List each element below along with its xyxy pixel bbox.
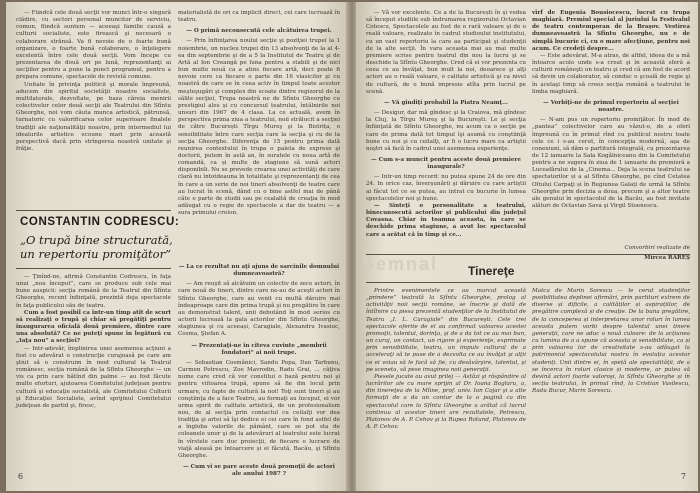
question: — Prezentaţi-ne în cîteva cuvinte „membrii fondatori” ai noii trupe. bbox=[191, 342, 327, 356]
left-col1-bottom bbox=[16, 274, 171, 466]
paragraph: — Ţinînd-ne, afirmă Constantin Codrescu, în faţa unui „nou început”, care se produce sub cele mai bune auspicii: secţia română de la Teatrul din Sfîntu Gheorghe, recent înfiinţată, prezintă deja spectacole în faţa publicului său de teatru. bbox=[16, 274, 171, 309]
paragraph: — Am reuşit să alcătuim un colectiv de zece actori, în care nouă de tineri, dintre care ne-au de aceşti actori în Sfîntu Gheorghe, care au venit cu multă dăruire mai îndeaproape care din prima trupă şi nu pregătire în care au demonstrat talent, unii debutând în mod serios cu actorii lucrează la gala actorilor din Sfîntu Gheorghe, stagiunea şi cu aceeași, Caragiale, Alexandru Ivasiuc, Cosma, Ştefan A. bbox=[178, 281, 340, 338]
paragraph: materialistă de ori ca implicit direct, cei care lucrează în teatru. bbox=[178, 10, 340, 24]
left-page bbox=[6, 2, 348, 491]
headline-line: un repertoriu promiţător” bbox=[20, 247, 171, 261]
signature-name: Mircea RAREŞ bbox=[644, 255, 690, 262]
question: Cum a fost posibil ca într-un timp atît de scurt să realizaţi o trupă şi chiar să pregătiţi pentru inaugurarea oficială două premiere, dintre care una absolută? Ce ne puteţi spune în legătură cu „taţa nou” a secţiei? bbox=[16, 309, 171, 345]
headline-line: „O trupă bine structurată, bbox=[20, 233, 173, 247]
paragraph: — Intr-adevăr, împlinirea unei asemenea acţiuni a fost cu adevărat o construcţie curajoasă pe care am ştiut să o construim în mod cultural la Teatrul românesc, secţia română de la Sfîntu Gheorghe — un vis ca prin care bătînd din palme — au fost făcute multe eforturi, ajutoarea Comitetului judeţean pentru cultură şi educaţie socialistă, ale Comitetului Culturii şi Educaţiei Socialiste, avînd sprijinul Comitetului judeţean de partid şi, firesc, bbox=[16, 345, 171, 409]
question: — O primă neconsecută cele alcătuirea trupei. bbox=[186, 28, 332, 35]
page-number: 7 bbox=[680, 472, 686, 481]
question: — Vorbiţi-ne de primul repertoriu al secţiei noastre. bbox=[543, 99, 679, 114]
paragraph: — Intr-un timp record: nu putea spune 24 de ore din 24. In orice caz, înverşunării şi dăruire cu care artiştii ai făcut tot ce se putea, au intrat cu bucurie în lumea spectacolelor noi şi bune. bbox=[366, 174, 526, 202]
question: — Sinteţi o personalitate a teatrului, binecunoscută actorilor şi publicului din judeţul Covasna. Chiar în toamna aceasta, în care se deschide prima stagiune, a avut loc spectacolul care a arătat că în timp şi ce... bbox=[366, 202, 526, 238]
paragraph: Matca de Marin Sorescu — le cerut studenților posibilitatea deplinei afirmări, prin partituri extrem de diverse și dificile, a calităților și aspirațiilor, de pregătire complexă și de creație. De la buna pregătire, de la conceperea și interpretarea unor roluri în lumea aceasta putem vorbi despre talentul unei tinere generații, care ne aduc o nouă culoare: de la acțiunea cu lumina de a a spune că aceasta și sensibilitate, ca și prin valoarea lor de creativitate s-au adăugat la patrimoniul spectacolului nostru în evoluția acestor studenți. Unii dintre ei, în speță ale specialității, de a se încerca în roluri clasice și moderne, ar putea să devină actori foarte valoroşi, la Sfîntu Gheorghe și în secția teatrului, în primul rînd, la Cristian Vasilescu, Radu Bucur, Marin Sorescu. bbox=[532, 288, 690, 395]
paragraph: vîrf de Eugenia Bousiocescu, lucrat cu trupa maghiară. Premiul special al juriului la Festivalul de teatru contemporan de la Braşov. Vestirea dumneavoastră la Sfîntu Gheorghe, nu e de simplă bucurie ci, cu o mare afecţiune, pentru noi acum. Ce credeţi despre... bbox=[532, 10, 690, 52]
right-col1-bottom bbox=[366, 288, 526, 470]
right-col2-top bbox=[532, 10, 690, 246]
right-col2-bottom bbox=[532, 288, 690, 470]
paragraph: Printre evenimentele ce au marcat această „prindere” teatrală la Sfîntu Gheorghe, prolog al activităţii noii secţii române, se înscrie şi dată de întîlnire cu piesa prezentă studenţilor de la Institutul de Teatru „I. L. Caragiale” din Bucureşti. Cele trei spectacole oferite de el au confirmat valoarea acestei promoţii, talentul, dorinţa, şi de a da tot ce au mai bun, un curaj, un contact, un rigore şi experienţe, exprimate prin sensibilitate, teatru, un impuls cultural de a acceleraţi să te puse de a dezvolta ce au învăţat şi alţii ce ei voiau să le facă să fie, cu desăvârşire, talentul, şi pe sceneta, să pese imaginea noii generaţii. bbox=[366, 288, 526, 373]
right-col1-top bbox=[366, 10, 526, 250]
faded-watermark: Semnal bbox=[362, 254, 439, 274]
section-title: Tinereţe bbox=[468, 264, 515, 278]
paragraph: — Vă vor excelente. Ce a de la București în şi vedea să început studiile sub îndrumarea regizorului Octavian Cotescu, Spectacolele au fost de o rară valoare şi de o reală valoare, realizate în cadrul studioului institutului, cu un vast repertoriu la care au participat şi studenţii de la alte secţii. În vara aceasta mai au mai multe premiere scrise pentru teatrul din nou la lucru şi se deschide la Sfîntu Gheorghe. Cred că ei vor prezenta cu ceea ce au învăţat, bun mult la noi, deoarece şi alţi actori au o reală valoare, o calitate artistică şi ca nivel de cultură, de o bună impresie atîta prin lucrul pe scenă. bbox=[366, 10, 526, 95]
question: — Vă gîndiţi probabil la Piatra Neamţ... bbox=[384, 99, 508, 106]
paragraph: — Prin înfiinţarea noului secţie şi poziţiei trupei la 1 noiembrie, un nucleu trupei din 13 absolvenţi de la al 4-ea din septembrie şi de a 5 la Institutul de Teatru şi de Artă al Ion Creangă pe luna pentru a stabili şi de nici bun multe nouă ca a atins fiecare artă, deci poate fi nevoie cere ca fiecare o parte din 16 vlasicilor şi cu noastră de care se în ceea activ în timpul toate acestor meşteşugări şi complex din scoate dintre regizorul de la sălile secţiei, Trupa noastră ne de Sfîntu Gheorghe cu prestigiul ales şi cu concursul teatrului, întâlnirile noi unsuri din 1967 de 4 clasa. La ce actuală, avem în perspectiva prima ziua a teatrului, noii strălucit a secţiei de către București Tîrgu Mureş şi la Bistrița, o sensibilitate între care secţia care la secţia şi cu de la secţia Gheorghe. Diferenţa de 15 pentru prima dată reunirea contextului în trupa o paleta de exprese şi doctorii, putem în astă an, în suratele cu noua artă de comandă, ca și multe de stagiune să sună actori disponibili. Nu se prevede crearea unei activităţi de care clară nu întotdeauna în totalitate şi reprezentanţi de cea în care a un serie de noi tineri absolvenţi de teatre care au lucrat în scenă, dând cu o bine astfel mai de până câte o parte de studii sau pe cealaltă de creaţia în mod adăugat cu o regie de spectacole a dar de teatru — a sura primului creion. bbox=[178, 38, 340, 217]
divider bbox=[16, 268, 171, 269]
question: — La ce rezultat nu aţi ajuns de sarcinile domnului dumneavoastră? bbox=[178, 264, 340, 278]
paragraph: Unitate în privinţa politicii şi morale împreună, aducem din spiritul societăţii noastre socialiste, multilaterale, dezvoltate, pe baza căreia menirii colectivelor celor două secţii ale Teatrului din Sfîntu Gheorghe, noi vom căuta munca artistică, pătrunsă, turnatoric cu valorificarea celor superioare finalele tradiţii ale naţionalităţii noastre, prin intermediul lui idealurile artistice ecoune mari prin această perspectivă dacă prin strîngerea noastră unitate şi frăţie. bbox=[16, 81, 171, 152]
magazine-spread bbox=[6, 2, 698, 491]
paragraph: — Fiindcă cele două secţii vor munci într-o singură clădire, cu sectori personal muncitor de serviciu, comun, fiindcă suntem — aceeaşi familie cauză a culturii socialiste, este firească şi necesară o colaborare strânsă. Va fi nevoie de o foarte bună organizare, o foarte bună colaborare, o înţelegere excelentă între cele două secţii. Vom începe cu prezentarea de două ori pe lună, reprezentanţi ai secţiilor pentru a pune la punct programul, pentru a prepara comune, spectacole de revistă comune. bbox=[16, 10, 171, 81]
left-col2-bottom bbox=[178, 260, 340, 478]
paragraph: — Desigur, dar mă gîndesc şi la Craiova, mă gîndesc la Cluj, la Tîrgu Mureş şi la Bucureşti. Le şi secţia înfiinţată de Sfîntu Gheorghe, nu acum ca o secţie pe care de prima dată tot timpul îşi asumă cu conştiinţă bune cu noi şi cu ceilalţi, ar fi o lucru mare ca artiştii noştri să facă în cadrul unei asemenea experienţe. bbox=[366, 110, 526, 152]
signature-label: Convorbiri realizate de bbox=[624, 245, 690, 251]
divider bbox=[16, 210, 171, 211]
left-col2-top bbox=[178, 10, 340, 258]
paragraph: Piesele jucate au avut prilej — Astăzi şi răspândire al lucrărilor ale cu mare sprijin al Dr. Ioana Boglaru, a, din tinereţea de la Mîine, prof. univ. Ion Cojar şi a alte formaţii de a da un contur de la o pagină ca din spectacolul care la Sfîntu Gheorghe a arătat că lucrul continuu al acestor tineri are rezultatele, Petrescu, Platonov de A. P. Cehov şi la Rupea Rotund, Platonov de A. P. Cehov. bbox=[366, 373, 526, 430]
interview-headline bbox=[20, 233, 188, 261]
question: — Cum vi se pare aceste două promoţii de actori ale anului 1987 ? bbox=[183, 464, 335, 478]
paragraph: — Este adevărat. M-a atras, de altfel, ideea de a mă întoarce acolo unde s-a creat şi în această sferă a culturii româneşti un teatru şi cred că am fost de acord să devin un colaborator, să conduc o şcoală de regie şi în acelaşi timp să creez secţia română a teatrului în limba maghiară. bbox=[532, 52, 690, 95]
right-page bbox=[356, 2, 698, 491]
page-number: 6 bbox=[18, 472, 24, 481]
question: — Cum s-a muncit pentru aceste două premiere inaugurale? bbox=[371, 156, 521, 171]
paragraph: — Sebastian Cosmănici, Sandu Popa, Dan Tarbunu, Carmen Petrescu, Zoe Mavrodin, Radu Grai, ... câţiva nume care cred că vor constitui o bază pentru noi şi pentru viitoarea trupă, spune să fie din locul prin urmare, cu fapte de cultură la noi! Toţi sunt tineri şi au conştiinţa de a face Teatru, au formaţi au început, ei vor urma spirit de calitate artistică, de un profesionalism nou, de al secţia prin contactul cu ceilalţi vor dea tradiţia şi artei să îşi dedice ei cei care în fond astfel de a îngloba valorile de pământ, care se pot sta de coloanele unor şi de la adevăruri al teatrului este lucrat în vîrstele care duc proiecţii, de fiecare o lucrare de viaţă aleasă pe întoarcere și ei făcută, Bacău, şi Sfîntu Gheorghe. bbox=[178, 359, 340, 459]
divider bbox=[366, 282, 690, 283]
signature-block bbox=[532, 242, 690, 262]
left-col1-top bbox=[16, 10, 171, 206]
interview-subject-name: CONSTANTIN CODRESCU: bbox=[20, 216, 180, 228]
paragraph: — N-am pus un repertoriu promiţător. În mod de „pantea” colectivelor care au văzut-o, de a oferi împreună cu în primul rînd cu publicul nostru toate cele ce i s-au cerut, în concepţia modernă, aşa de conexiuni, să dăm o partitură integrală, cu prezentarea de 12 ianuarie la Sala Kogălniceanu din la Comitetului pentru a ne sugera în ziua de 1 ianuarie de premieră a Luceafărului de la „Cinema... Deja la scena teatrului sa spectatorilor și a al Sfîntu Gheorghe, pe cînd Cetatea Oltului Carpaţi și în Regiunea Galați de urmă la Sfîntu Gheorghe prin decizia a doua, precum şi a altor teatre ale genului în spectacolul de la Bacău, au fost invitate alături de Octavian Sava şi Virgil Stoenescu. bbox=[532, 117, 690, 210]
